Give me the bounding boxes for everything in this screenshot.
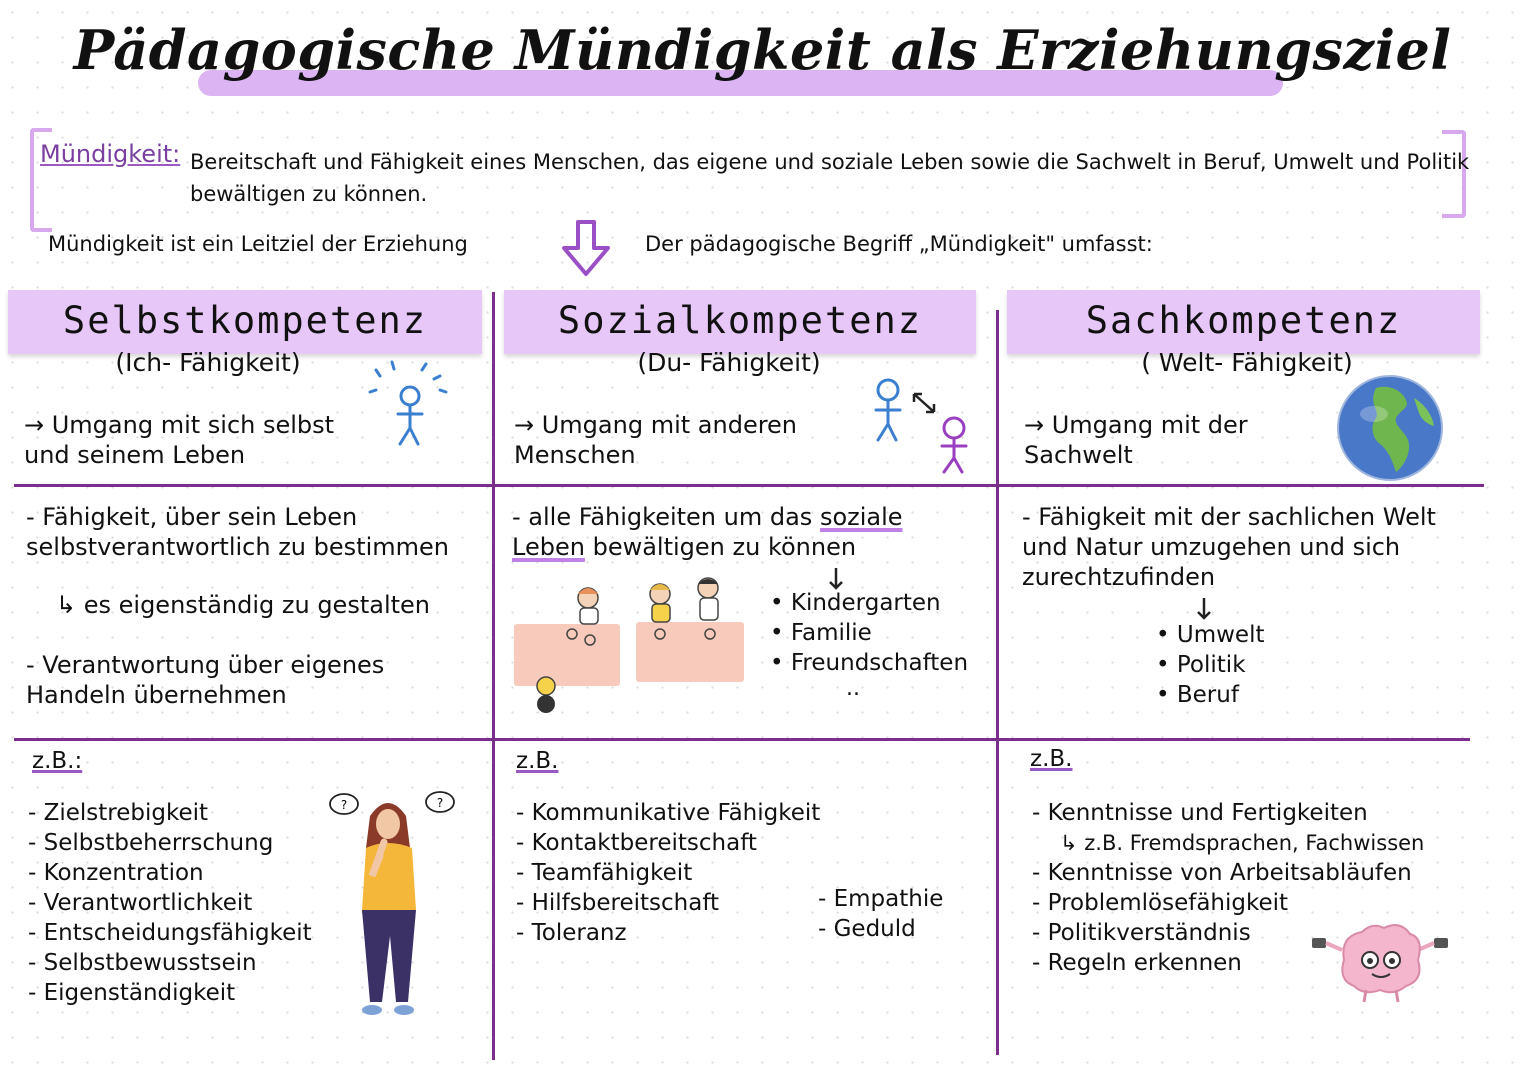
- people-at-tables-illustration: [510, 576, 750, 716]
- example-item: - Geduld: [818, 916, 916, 942]
- page-title: Pädagogische Mündigkeit als Erziehungsziel: [73, 18, 1452, 82]
- sozial-ellipsis: ..: [846, 676, 860, 701]
- bullet-freundschaften: • Freundschaften: [770, 650, 969, 676]
- thinking-woman-illustration: [322, 786, 462, 1022]
- svg-text:?: ?: [436, 796, 444, 810]
- arrow-down-icon: [556, 218, 616, 278]
- zb-label-selbst: z.B.:: [32, 748, 83, 774]
- sach-bullets: [1156, 620, 1265, 710]
- bullet-umwelt: • Umwelt: [1156, 622, 1265, 648]
- header-selbstkompetenz: Selbstkompetenz: [8, 290, 482, 354]
- example-item: - Regeln erkennen: [1032, 950, 1242, 976]
- down-arrow-icon: [1194, 596, 1214, 622]
- umgang-selbst: → Umgang mit sich selbst und seinem Leben: [24, 411, 335, 469]
- sozial-desc: - alle Fähigkeiten um das soziale Leben bewältigen zu können: [512, 503, 903, 561]
- example-item: - Hilfsbereitschaft: [516, 890, 720, 916]
- example-item: - Selbstbewusstsein: [28, 950, 257, 976]
- column-divider-1: [492, 292, 495, 1060]
- example-item: - Problemlösefähigkeit: [1032, 890, 1289, 916]
- example-item: - Verantwortlichkeit: [28, 890, 253, 916]
- leitziel-text: Mündigkeit ist ein Leitziel der Erziehung: [48, 232, 468, 256]
- header-sachkompetenz: Sachkompetenz: [1007, 290, 1480, 354]
- two-figures-icon: [862, 372, 982, 476]
- sozial-examples-right: [818, 884, 943, 944]
- selbst-desc-3: - Verantwortung über eigenes Handeln übernehmen: [26, 651, 385, 709]
- definition-term: Mündigkeit:: [40, 140, 181, 168]
- example-item: - Eigenständigkeit: [28, 980, 236, 1006]
- zb-label-sach: z.B.: [1030, 746, 1073, 772]
- zb-label-sozial: z.B.: [516, 748, 559, 774]
- umgang-andere: → Umgang mit anderen Menschen: [514, 411, 798, 469]
- example-item: - Kenntnisse und Fertigkeiten: [1032, 800, 1368, 826]
- sach-desc: - Fähigkeit mit der sachlichen Welt und Natur umzugehen und sich zurechtzufinden: [1022, 503, 1436, 591]
- bullet-familie: • Familie: [770, 620, 872, 646]
- selbst-examples: [28, 798, 312, 1008]
- sozial-bullets: [770, 588, 968, 678]
- example-item: - Zielstrebigkeit: [28, 800, 209, 826]
- brain-icon: [1310, 920, 1450, 1006]
- stick-figure-icon: [362, 358, 452, 450]
- bullet-politik: • Politik: [1156, 652, 1246, 678]
- example-item: - Kontaktbereitschaft: [516, 830, 757, 856]
- sub-du-faehigkeit: (Du- Fähigkeit): [637, 348, 821, 377]
- example-item: - Kommunikative Fähigkeit: [516, 800, 821, 826]
- sub-welt-faehigkeit: ( Welt- Fähigkeit): [1141, 348, 1353, 377]
- example-item: - Teamfähigkeit: [516, 860, 693, 886]
- row-divider-1: [14, 484, 1484, 487]
- example-item: - Empathie: [818, 886, 944, 912]
- selbst-desc-1: - Fähigkeit, über sein Leben selbstverantwortlich zu bestimmen: [26, 503, 449, 561]
- row-divider-2: [14, 738, 1470, 741]
- selbst-desc-2: ↳ es eigenständig zu gestalten: [56, 591, 430, 619]
- svg-text:?: ?: [340, 798, 348, 812]
- example-item: - Selbstbeherrschung: [28, 830, 274, 856]
- globe-icon: [1336, 374, 1444, 482]
- header-sozialkompetenz: Sozialkompetenz: [504, 290, 976, 354]
- bullet-kindergarten: • Kindergarten: [770, 590, 941, 616]
- example-item: - Entscheidungsfähigkeit: [28, 920, 312, 946]
- example-item: ↳ z.B. Fremdsprachen, Fachwissen: [1060, 831, 1425, 855]
- column-divider-2: [996, 310, 999, 1055]
- example-item: - Toleranz: [516, 920, 627, 946]
- sub-ich-faehigkeit: (Ich- Fähigkeit): [115, 348, 301, 377]
- bullet-beruf: • Beruf: [1156, 682, 1239, 708]
- example-item: - Konzentration: [28, 860, 204, 886]
- umfasst-text: Der pädagogische Begriff „Mündigkeit" umfasst:: [645, 232, 1153, 256]
- definition-text: Bereitschaft und Fähigkeit eines Menschen, das eigene und soziale Leben sowie die Sachwelt in Beruf, Umwelt und Politik bewältigen zu können.: [190, 150, 1470, 206]
- sozial-examples: [516, 798, 820, 948]
- umgang-sachwelt: → Umgang mit der Sachwelt: [1024, 411, 1248, 469]
- example-item: - Kenntnisse von Arbeitsabläufen: [1032, 860, 1412, 886]
- example-item: - Politikverständnis: [1032, 920, 1251, 946]
